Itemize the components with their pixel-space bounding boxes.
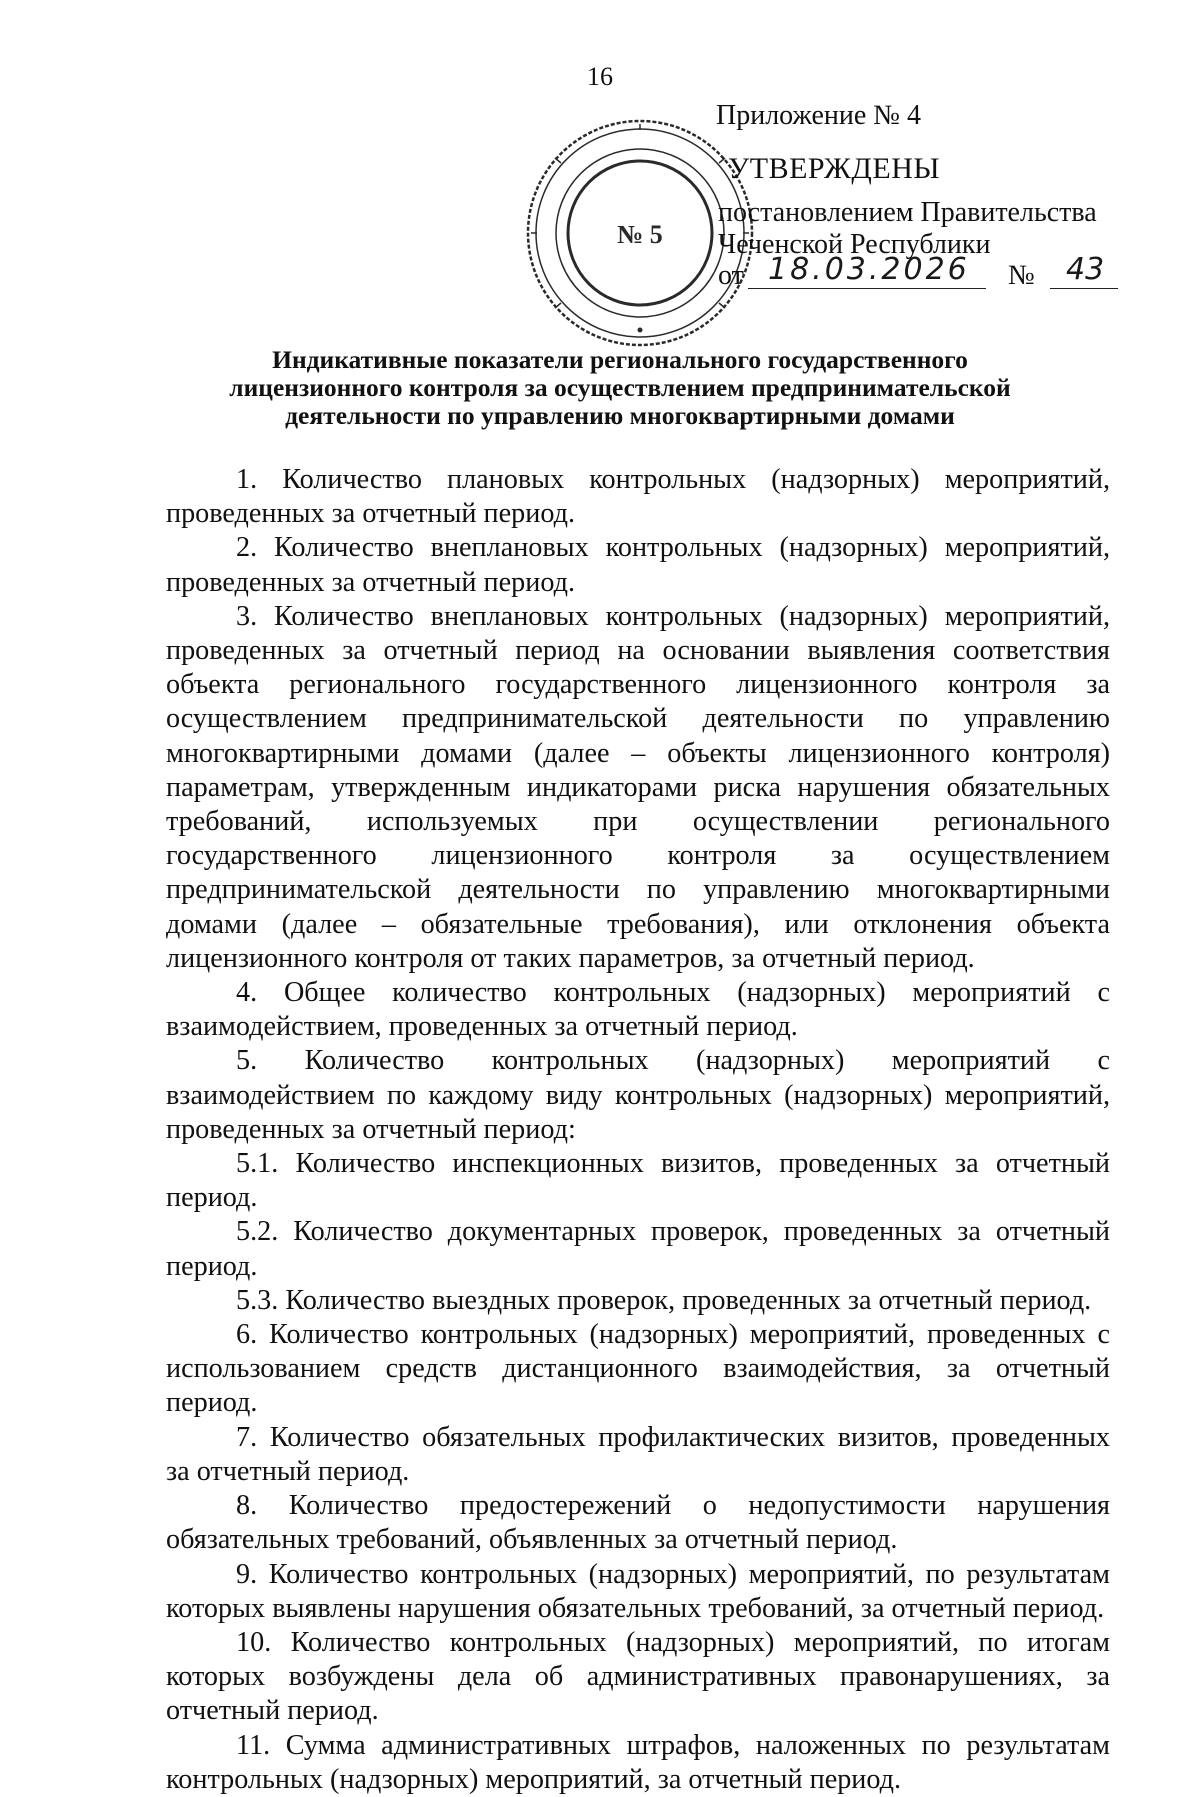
list-item: 4. Общее количество контрольных (надзорных) мероприятий с взаимодействием, проведенных за отчетный период. — [166, 977, 1110, 1043]
approved-label: УТВЕРЖДЕНЫ — [728, 152, 941, 185]
decree-line-1: постановлением Правительства — [718, 197, 1097, 228]
list-item: 7. Количество обязательных профилактических визитов, проведенных за отчетный период. — [166, 1421, 1110, 1487]
list-item: 8. Количество предостережений о недопустимости нарушения обязательных требований, объявленных за отчетный период. — [166, 1490, 1110, 1556]
list-item: 5. Количество контрольных (надзорных) мероприятий с взаимодействием по каждому виду контрольных (надзорных) мероприятий, проведенных за отчетный период: — [166, 1045, 1110, 1145]
title-line-1: Индикативные показатели регионального государственного — [272, 345, 968, 374]
list-item: 10. Количество контрольных (надзорных) мероприятий, по итогам которых возбуждены дела об административных правонарушениях, за отчетный период. — [166, 1626, 1110, 1727]
list-item: 5.1. Количество инспекционных визитов, проведенных за отчетный период. — [166, 1148, 1110, 1214]
from-label: от — [718, 260, 744, 291]
decree-number: 43 — [1066, 252, 1105, 287]
decree-line-2: Чеченской Республики — [718, 229, 991, 260]
list-item: 1. Количество плановых контрольных (надзорных) мероприятий, проведенных за отчетный период. — [166, 464, 1110, 530]
list-item: 11. Сумма административных штрафов, наложенных по результатам контрольных (надзорных) мероприятий, за отчетный период. — [166, 1729, 1110, 1795]
title-line-3: деятельности по управлению многоквартирными домами — [285, 401, 955, 430]
appendix-label: Приложение № 4 — [716, 100, 921, 131]
list-item: 2. Количество внеплановых контрольных (надзорных) мероприятий, проведенных за отчетный период. — [166, 532, 1110, 598]
seal-number: № 5 — [617, 220, 663, 249]
list-item: 6. Количество контрольных (надзорных) мероприятий, проведенных с использованием средств дистанционного взаимодействия, за отчетный период. — [166, 1319, 1110, 1419]
list-item: 3. Количество внеплановых контрольных (надзорных) мероприятий, проведенных за отчетный период на основании выявления соответствия объекта регионального государственного лицензионного контроля за осуществлением предпринимательской деятельности по управлению многоквартирными домами (далее – объекты лицензионного контроля) параметрам, утвержденным индикаторами риска нарушения обязательных требований, используемых при осуществлении регионального государственного лицензионного контроля за осуществлением предпринимательской деятельности по управлению многоквартирными домами (далее – обязательные требования), или отклонения объекта лицензионного контроля от таких параметров, за отчетный период. — [166, 600, 1110, 974]
decree-date-row — [718, 252, 1118, 296]
list-item: 5.2. Количество документарных проверок, проведенных за отчетный период. — [166, 1216, 1110, 1282]
document-body — [166, 463, 1110, 1797]
title-line-2: лицензионного контроля за осуществлением предпринимательской — [229, 373, 1011, 402]
list-item: 5.3. Количество выездных проверок, проведенных за отчетный период. — [236, 1284, 1092, 1316]
page-number: 16 — [587, 62, 613, 91]
list-item: 9. Количество контрольных (надзорных) мероприятий, по результатам которых выявлены нарушения обязательных требований, за отчетный период. — [166, 1558, 1110, 1624]
number-label: № — [1008, 260, 1035, 291]
document-title — [140, 346, 1100, 430]
decree-date: 18.03.2026 — [768, 252, 970, 287]
